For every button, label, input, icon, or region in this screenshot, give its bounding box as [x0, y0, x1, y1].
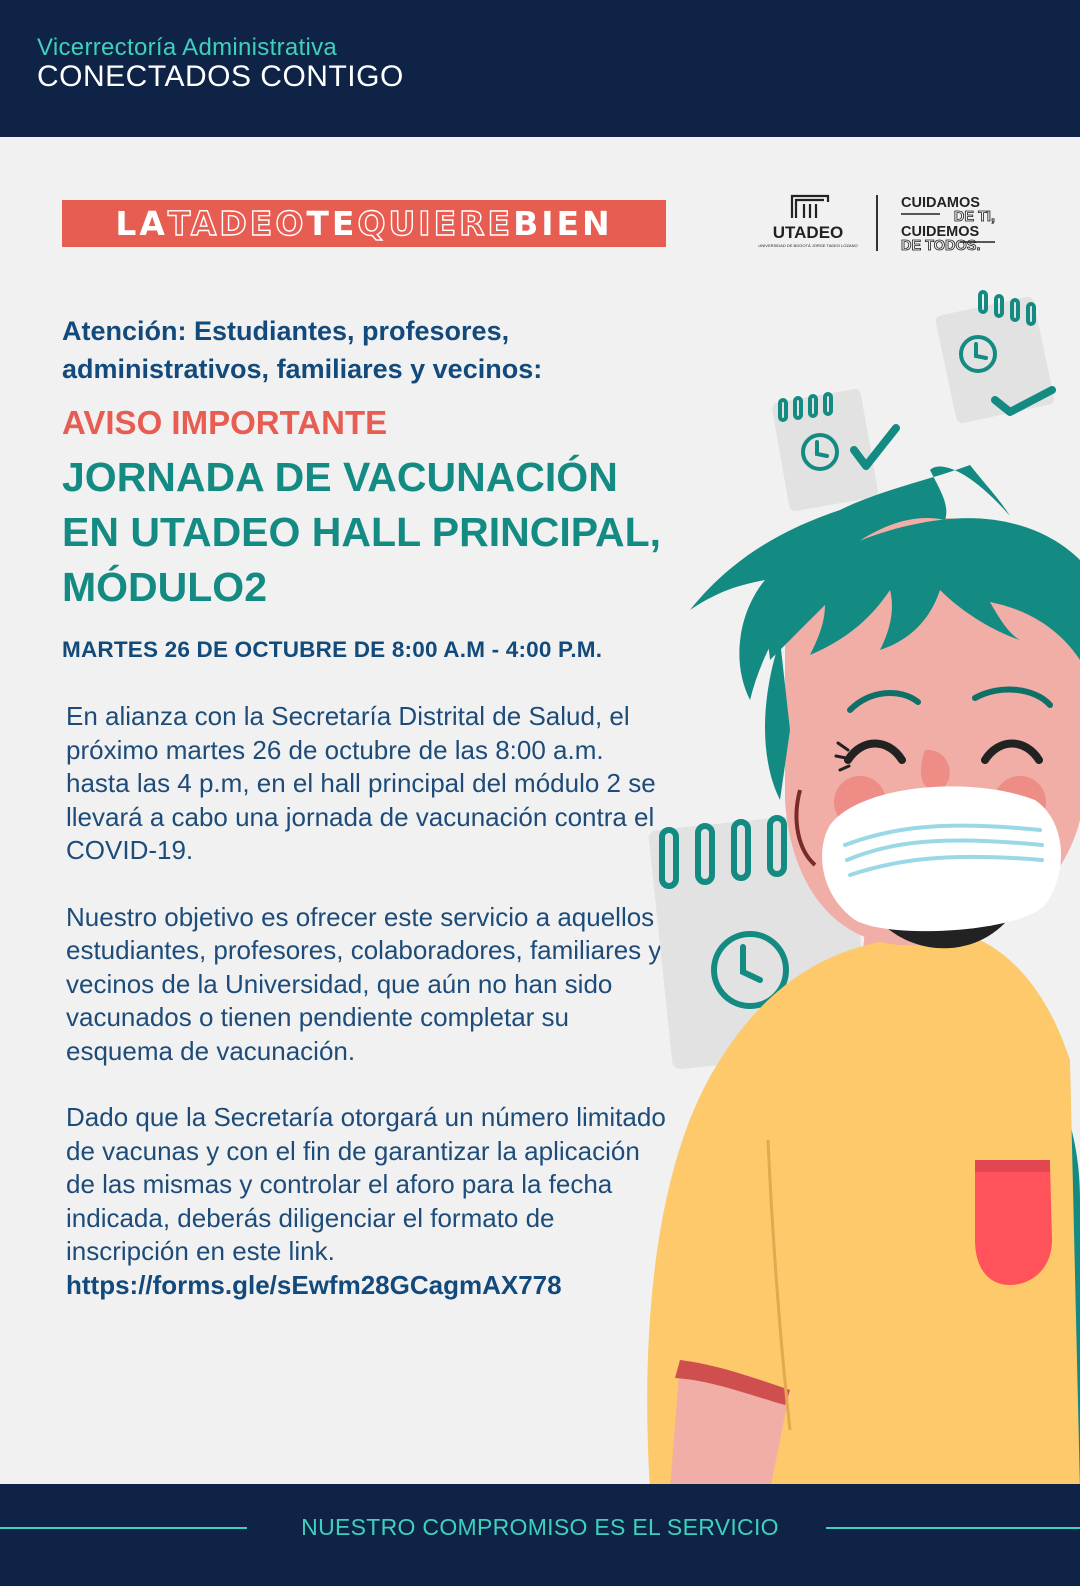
banner-part-te: TE — [306, 204, 358, 243]
notice-label: AVISO IMPORTANTE — [62, 404, 388, 441]
cuidamos-line-3: CUIDEMOS — [901, 224, 980, 240]
masked-person-illustration — [640, 280, 1080, 1500]
cuidamos-line-4: DE TODOS. — [901, 238, 981, 254]
headline-line-1: JORNADA DE VACUNACIÓN — [62, 454, 618, 500]
utadeo-logo — [758, 192, 858, 252]
banner-part-la: LA — [115, 204, 168, 243]
header-subtitle: Vicerrectoría Administrativa — [37, 34, 338, 61]
event-date: MARTES 26 DE OCTUBRE DE 8:00 A.M - 4:00 P.M. — [62, 637, 603, 662]
registration-link[interactable]: https://forms.gle/sEwfm28GCagmAX778 — [66, 1269, 562, 1300]
attention-heading: Atención: Estudiantes, profesores, administrativos, familiares y vecinos: — [62, 316, 543, 384]
header-bar — [0, 0, 1080, 137]
banner-part-quiere: QUIERE — [357, 204, 514, 243]
calendar-clock-icon — [771, 388, 879, 512]
headline-line-3: MÓDULO2 — [62, 564, 267, 610]
body-paragraph-2: Nuestro objetivo es ofrecer este servicio a aquellos estudiantes, profesores, colaboradores, familiares y vecinos de la Universidad, que aún no han sido vacunados o tienen pendiente completar su esquema de vacunación. — [66, 901, 662, 1066]
campaign-banner — [62, 200, 666, 247]
logo-divider — [876, 195, 878, 251]
banner-part-tadeo: TADEO — [167, 204, 307, 243]
footer-slogan: NUESTRO COMPROMISO ES EL SERVICIO — [301, 1514, 779, 1540]
utadeo-logo-name: UTADEO — [772, 223, 844, 242]
headline-line-2: EN UTADEO HALL PRINCIPAL, — [62, 509, 662, 555]
body-paragraph-3: Dado que la Secretaría otorgará un número limitado de vacunas y con el fin de garantizar la aplicación de las mismas y controlar el aforo para la fecha indicada, deberás diligenciar el formato de inscripción en este link. — [66, 1102, 666, 1266]
banner-part-bien: BIEN — [513, 204, 613, 243]
cuidamos-line-2: DE TI, — [953, 209, 995, 225]
header-title: CONECTADOS CONTIGO — [37, 60, 404, 93]
cuidamos-line-1: CUIDAMOS — [901, 195, 980, 211]
cuidamos-logo — [900, 193, 996, 255]
utadeo-logo-tagline: UNIVERSIDAD DE BOGOTÁ JORGE TADEO LOZANO — [758, 243, 858, 248]
body-paragraph-1: En alianza con la Secretaría Distrital de Salud, el próximo martes 26 de octubre de las 8:00 a.m. hasta las 4 p.m, en el hall principal del módulo 2 se llevará a cabo una jornada de vacunación contra el COVID-19. — [66, 701, 656, 865]
body-text — [66, 700, 666, 1302]
